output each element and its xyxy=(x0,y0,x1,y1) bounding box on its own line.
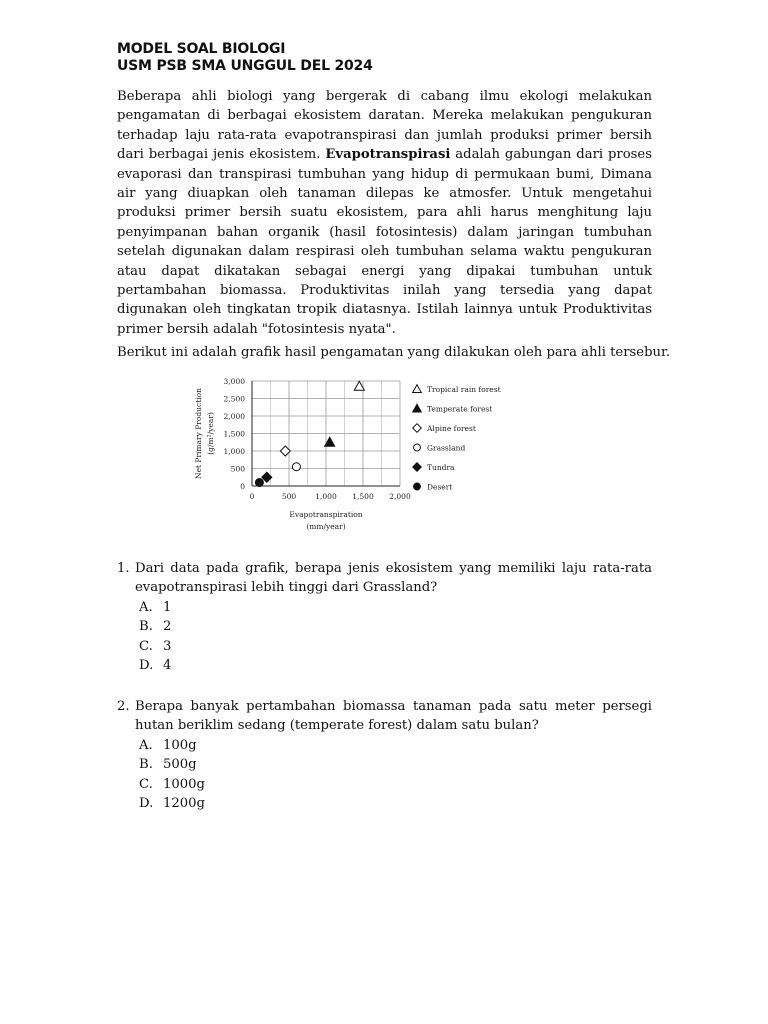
option-d[interactable] xyxy=(139,794,652,813)
intro-paragraph xyxy=(117,87,652,339)
option-letter: B. xyxy=(139,619,153,635)
page-title xyxy=(117,41,373,75)
question-1 xyxy=(117,559,652,675)
x-axis-label-unit: (mm/year) xyxy=(306,522,346,531)
option-text: 1200g xyxy=(163,796,206,812)
legend-marker-tropical-rain-forest xyxy=(413,385,422,393)
y-tick-label: 2,500 xyxy=(223,394,245,404)
y-axis-label: Net Primary Production xyxy=(194,388,203,479)
option-text: 4 xyxy=(163,658,172,674)
legend-label-tropical-rain-forest: Tropical rain forest xyxy=(427,385,501,394)
option-d[interactable] xyxy=(139,656,652,675)
option-a[interactable] xyxy=(139,736,652,755)
option-letter: A. xyxy=(139,737,153,753)
option-b[interactable] xyxy=(139,755,652,774)
option-letter: D. xyxy=(139,658,154,674)
chart-svg xyxy=(188,368,518,540)
option-c[interactable] xyxy=(139,637,652,656)
question-number: 1. xyxy=(117,561,130,576)
option-text: 1000g xyxy=(163,776,206,792)
x-tick-label: 2,000 xyxy=(389,492,411,501)
option-b[interactable] xyxy=(139,617,652,636)
y-tick-label: 2,000 xyxy=(223,412,245,421)
intro-term: Evapotranspirasi xyxy=(325,147,451,163)
chart-lead-text: Berikut ini adalah grafik hasil pengamatan yang dilakukan oleh para ahli tersebur. xyxy=(117,345,671,360)
legend-marker-temperate-forest xyxy=(413,404,422,412)
question-text: Berapa banyak pertambahan biomassa tanaman pada satu meter persegi hutan beriklim sedang (temperate forest) dalam satu bulan? xyxy=(135,699,652,734)
answer-options xyxy=(139,598,652,676)
option-a[interactable] xyxy=(139,598,652,617)
legend-label-alpine-forest: Alpine forest xyxy=(427,424,476,433)
option-c[interactable] xyxy=(139,775,652,794)
question-text: Dari data pada grafik, berapa jenis ekosistem yang memiliki laju rata-rata evapotranspirasi lebih tinggi dari Grassland? xyxy=(135,561,652,596)
option-text: 1 xyxy=(163,599,172,615)
option-letter: B. xyxy=(139,757,153,773)
y-tick-label: 3,000 xyxy=(223,377,245,386)
title-line-1: MODEL SOAL BIOLOGI xyxy=(117,41,286,57)
question-number: 2. xyxy=(117,699,130,714)
x-tick-label: 1,500 xyxy=(352,492,374,501)
data-point-grassland xyxy=(292,463,300,471)
option-text: 500g xyxy=(163,757,197,773)
option-text: 3 xyxy=(163,638,172,654)
legend-marker-grassland xyxy=(414,444,421,451)
option-letter: C. xyxy=(139,776,153,792)
option-text: 2 xyxy=(163,619,172,635)
data-point-desert xyxy=(255,479,263,487)
legend-label-tundra: Tundra xyxy=(427,463,455,472)
question-2 xyxy=(117,697,652,813)
option-letter: C. xyxy=(139,638,153,654)
x-tick-label: 1,000 xyxy=(315,492,337,501)
option-letter: D. xyxy=(139,796,154,812)
y-tick-label: 0 xyxy=(240,482,245,491)
x-tick-label: 500 xyxy=(281,492,297,501)
x-axis-label: Evapotranspiration xyxy=(289,510,363,519)
title-line-2: USM PSB SMA UNGGUL DEL 2024 xyxy=(117,58,373,74)
legend-marker-alpine-forest xyxy=(413,424,422,433)
intro-text-1: Beberapa ahli biologi yang bergerak di cabang ilmu ekologi melakukan pengamatan di berbagai ekosistem daratan. Mereka melakukan pengukuran terhadap laju rata-rata evapotranspirasi dan jumlah produksi primer bersih dari berbagai jenis ekosistem. xyxy=(117,89,652,163)
y-tick-label: 500 xyxy=(230,464,245,474)
option-text: 100g xyxy=(163,737,197,753)
legend-marker-tundra xyxy=(413,463,422,472)
x-tick-label: 0 xyxy=(249,492,255,501)
y-tick-label: 1,500 xyxy=(223,429,245,439)
y-tick-label: 1,000 xyxy=(223,447,245,456)
y-axis-label-unit: (g/m²/year) xyxy=(206,412,215,455)
intro-text-2: adalah gabungan dari proses evaporasi dan transpirasi tumbuhan yang hidup di permukaan bumi, Dimana air yang diuapkan oleh tanaman dilepas ke atmosfer. Untuk mengetahui produksi primer bersih suatu ekosistem, para ahli harus menghitung laju penyimpanan bahan organik (hasil fotosintesis) dalam jaringan tumbuhan setelah digunakan dalam respirasi oleh tumbuhan selama waktu pengukuran atau dapat dikatakan sebagai energi yang dipakai tumbuhan untuk pertambahan biomassa. Produktivitas inilah yang tersedia yang dapat digunakan oleh tingkatan tropik diatasnya. Istilah lainnya untuk Produktivitas primer bersih adalah "fotosintesis nyata". xyxy=(117,147,652,337)
option-letter: A. xyxy=(139,599,153,615)
answer-options xyxy=(139,736,652,814)
legend-label-desert: Desert xyxy=(427,482,453,492)
legend-label-grassland: Grassland xyxy=(427,443,466,453)
scatter-chart xyxy=(188,368,518,540)
legend-marker-desert xyxy=(414,483,421,490)
legend-label-temperate-forest: Temperate forest xyxy=(427,404,493,414)
